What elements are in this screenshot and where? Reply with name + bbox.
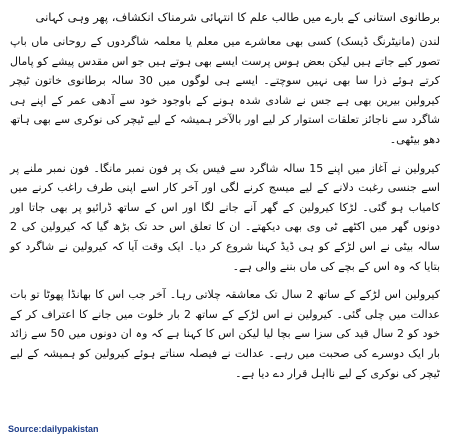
source-credit: Source:dailypakistan <box>8 424 99 434</box>
article-paragraph: کیرولین اس لڑکے کے ساتھ 2 سال تک معاشقہ چلاتی رہا۔ آخر جب اس کا بھانڈا پھوٹا تو بات عدالت میں چلی گئی۔ کیرولین نے اس لڑکے کے ساتھ 2 بار خلوت میں جانے کا اعتراف کر کے خود کو 2 سال قید کی سزا سے بچا لیا لیکن اس کا کہنا ہے کہ وہ ان دونوں میں 50 سے زائد بار ایک دوسرے کی صحبت میں رہے۔ عدالت نے فیصلہ سناتے ہوئے کیرولین کو ہمیشہ کے لیے ٹیچر کی نوکری کے لیے نااہل قرار دے دیا ہے۔ <box>10 288 440 380</box>
article-paragraph: کیرولین نے آغاز میں اپنے 15 سالہ شاگرد سے فیس بک پر فون نمبر مانگا۔ فون نمبر ملنے پر اسے جنسی رغبت دلانے کے لیے میسج کرنے لگی اور آخر کار اسے اپنی طرف راغب کرنے میں کامیاب ہو گئی۔ لڑکا کیرولین کے گھر آنے جانے لگا اور اس کے ساتھ ڈرائیو پر بھی جاتا اور دونوں گھر میں اکٹھے ٹی وی بھی دیکھتے۔ ان کا تعلق اس حد تک بڑھ گیا کہ کیرولین کی 2 سالہ بیٹی نے اس لڑکے کو ہی ڈیڈ کہنا شروع کر دیا۔ ایک وقت آیا کہ کیرولین نے شاگرد کو بتایا کہ وہ اس کے بچے کی ماں بننے والی ہے۔ <box>10 161 440 273</box>
article-paragraph: لندن (مانیٹرنگ ڈیسک) کسی بھی معاشرے میں معلم یا معلمہ شاگردوں کے روحانی ماں باپ تصور کیے جاتے ہیں لیکن بعض ہوس پرست ایسے بھی ہوتے ہیں جو اس مقدس پیشے کو پامال کرتے ہوئے ذرا سا بھی نہیں سوچتے۔ ایسے ہی لوگوں میں 30 سالہ برطانوی خاتون ٹیچر کیرولین بیرین بھی ہے جس نے شادی شدہ ہونے کے باوجود خود سے آدھی عمر کے اپنے ہی شاگرد سے ناجائز تعلقات استوار کر لیے اور بالآخر ہمیشہ کے لیے ٹیچر کی نوکری سے بھی ہاتھ دھو بیٹھی۔ <box>10 35 440 146</box>
article-title: برطانوی استانی کے بارے میں طالب علم کا انتہائی شرمناک انکشاف، پھر وہی کہانی <box>35 10 440 24</box>
